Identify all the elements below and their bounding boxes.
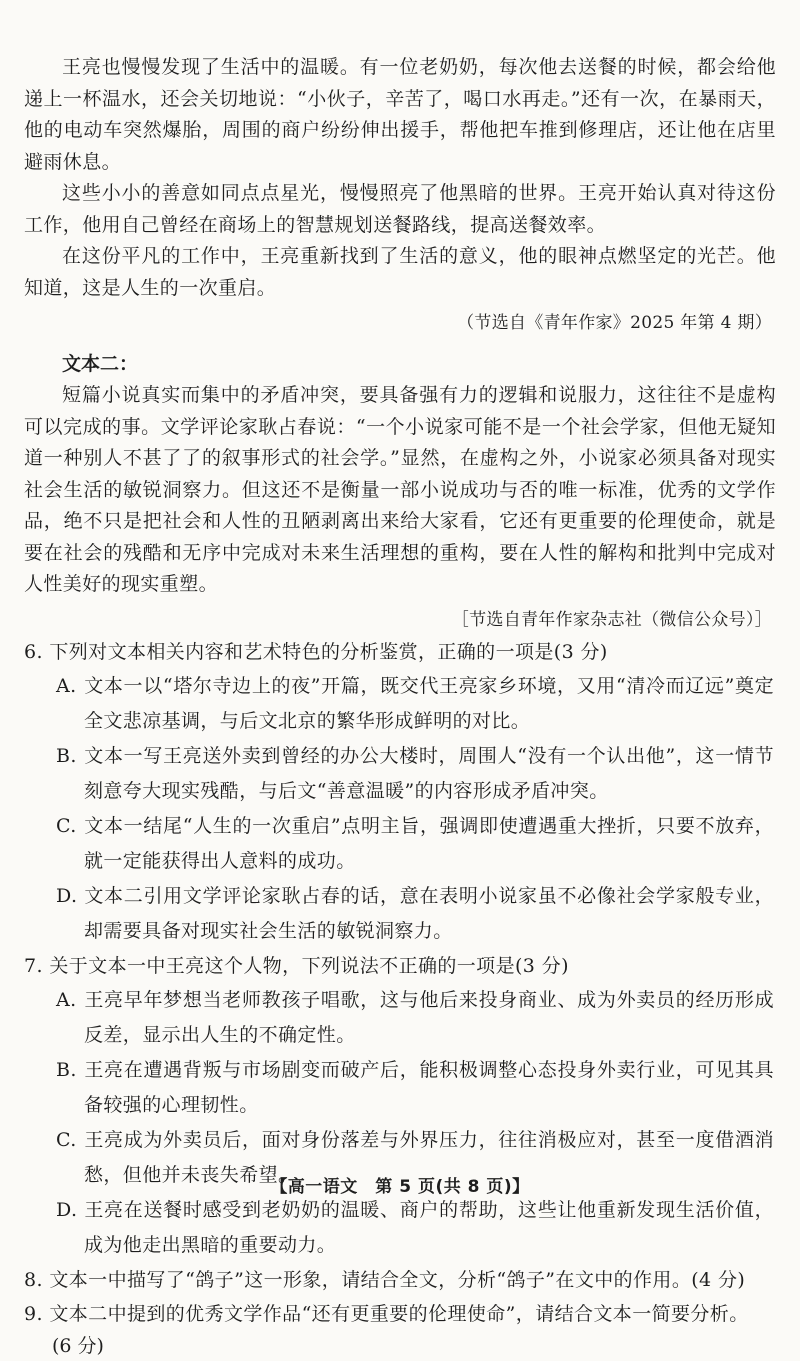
option-text: 王亮成为外卖员后，面对身份落差与外界压力，往往消极应对，甚至一度借酒消愁，但他并未丧失希望。 [84, 1128, 774, 1186]
question-7-option-a [24, 983, 776, 1053]
option-text: 文本一写王亮送外卖到曾经的办公大楼时，周围人“没有一个认出他”，这一情节刻意夸大现实残酷，与后文“善意温暖”的内容形成矛盾冲突。 [84, 744, 774, 802]
text2-heading: 文本二： [62, 353, 139, 375]
question-9: 9. 文本二中提到的优秀文学作品“还有更重要的伦理使命”，请结合文本一简要分析。 [24, 1302, 749, 1325]
option-text: 文本一以“塔尔寺边上的夜”开篇，既交代王亮家乡环境，又用“清冷而辽远”奠定全文悲凉基调，与后文北京的繁华形成鲜明的对比。 [84, 674, 774, 732]
option-letter: D. [56, 1198, 78, 1221]
option-letter: A. [56, 674, 77, 697]
option-text: 王亮早年梦想当老师教孩子唱歌，这与他后来投身商业、成为外卖员的经历形成反差，显示出人生的不确定性。 [84, 988, 774, 1046]
option-letter: C. [56, 814, 77, 837]
text2-paragraph: 短篇小说真实而集中的矛盾冲突，要具备强有力的逻辑和说服力，这往往不是虚构可以完成的事。文学评论家耿占春说：“一个小说家可能不是一个社会学家，但他无疑知道一种别人不甚了了的叙事形式的社会学。”显然，在虚构之外，小说家必须具备对现实社会生活的敏锐洞察力。但这还不是衡量一部小说成功与否的唯一标准，优秀的文学作品，绝不只是把社会和人性的丑陋剥离出来给大家看，它还有更重要的伦理使命，就是要在社会的残酷和无序中完成对未来生活理想的重构，要在人性的解构和批判中完成对人性美好的现实重塑。 [24, 384, 776, 595]
option-letter: D. [56, 884, 78, 907]
question-6-option-a [24, 669, 776, 739]
question-7-stem: 7. 关于文本一中王亮这个人物，下列说法不正确的一项是(3 分) [24, 954, 569, 977]
text1-paragraph: 在这份平凡的工作中，王亮重新找到了生活的意义，他的眼神点燃坚定的光芒。他知道，这是人生的一次重启。 [24, 245, 776, 299]
question-6-option-c [24, 809, 776, 879]
option-text: 王亮在送餐时感受到老奶奶的温暖、商户的帮助，这些让他重新发现生活价值，成为他走出黑暗的重要动力。 [84, 1198, 774, 1256]
text2-source: ［节选自青年作家杂志社（微信公众号）］ [451, 609, 772, 630]
option-text: 文本二引用文学评论家耿占春的话，意在表明小说家虽不必像社会学家般专业，却需要具备对现实社会生活的敏锐洞察力。 [84, 884, 774, 942]
option-letter: A. [56, 988, 77, 1011]
question-7-option-b [24, 1053, 776, 1123]
option-letter: B. [56, 1058, 77, 1081]
question-8: 8. 文本一中描写了“鸽子”这一形象，请结合全文，分析“鸽子”在文中的作用。(4 分) [24, 1268, 746, 1291]
question-6-option-b [24, 739, 776, 809]
option-letter: C. [56, 1128, 77, 1151]
option-letter: B. [56, 744, 77, 767]
text1-paragraph: 王亮也慢慢发现了生活中的温暖。有一位老奶奶，每次他去送餐的时候，都会给他递上一杯温水，还会关切地说：“小伙子，辛苦了，喝口水再走。”还有一次，在暴雨天，他的电动车突然爆胎，周围的商户纷纷伸出援手，帮他把车推到修理店，还让他在店里避雨休息。 [24, 56, 776, 173]
question-7-option-d [24, 1193, 776, 1263]
option-text: 王亮在遭遇背叛与市场剧变而破产后，能积极调整心态投身外卖行业，可见其具备较强的心理韧性。 [84, 1058, 774, 1116]
question-6-stem: 6. 下列对文本相关内容和艺术特色的分析鉴赏，正确的一项是(3 分) [24, 640, 608, 663]
text1-paragraph: 这些小小的善意如同点点星光，慢慢照亮了他黑暗的世界。王亮开始认真对待这份工作，他用自己曾经在商场上的智慧规划送餐路线，提高送餐效率。 [24, 182, 776, 236]
page-footer: 【高一语文 第 5 页(共 8 页)】 [270, 1177, 530, 1197]
question-9-score: (6 分) [52, 1334, 104, 1357]
question-6-option-d [24, 879, 776, 949]
option-text: 文本一结尾“人生的一次重启”点明主旨，强调即使遭遇重大挫折，只要不放弃，就一定能获得出人意料的成功。 [84, 814, 774, 872]
text1-source: （节选自《青年作家》2025 年第 4 期） [457, 313, 772, 333]
